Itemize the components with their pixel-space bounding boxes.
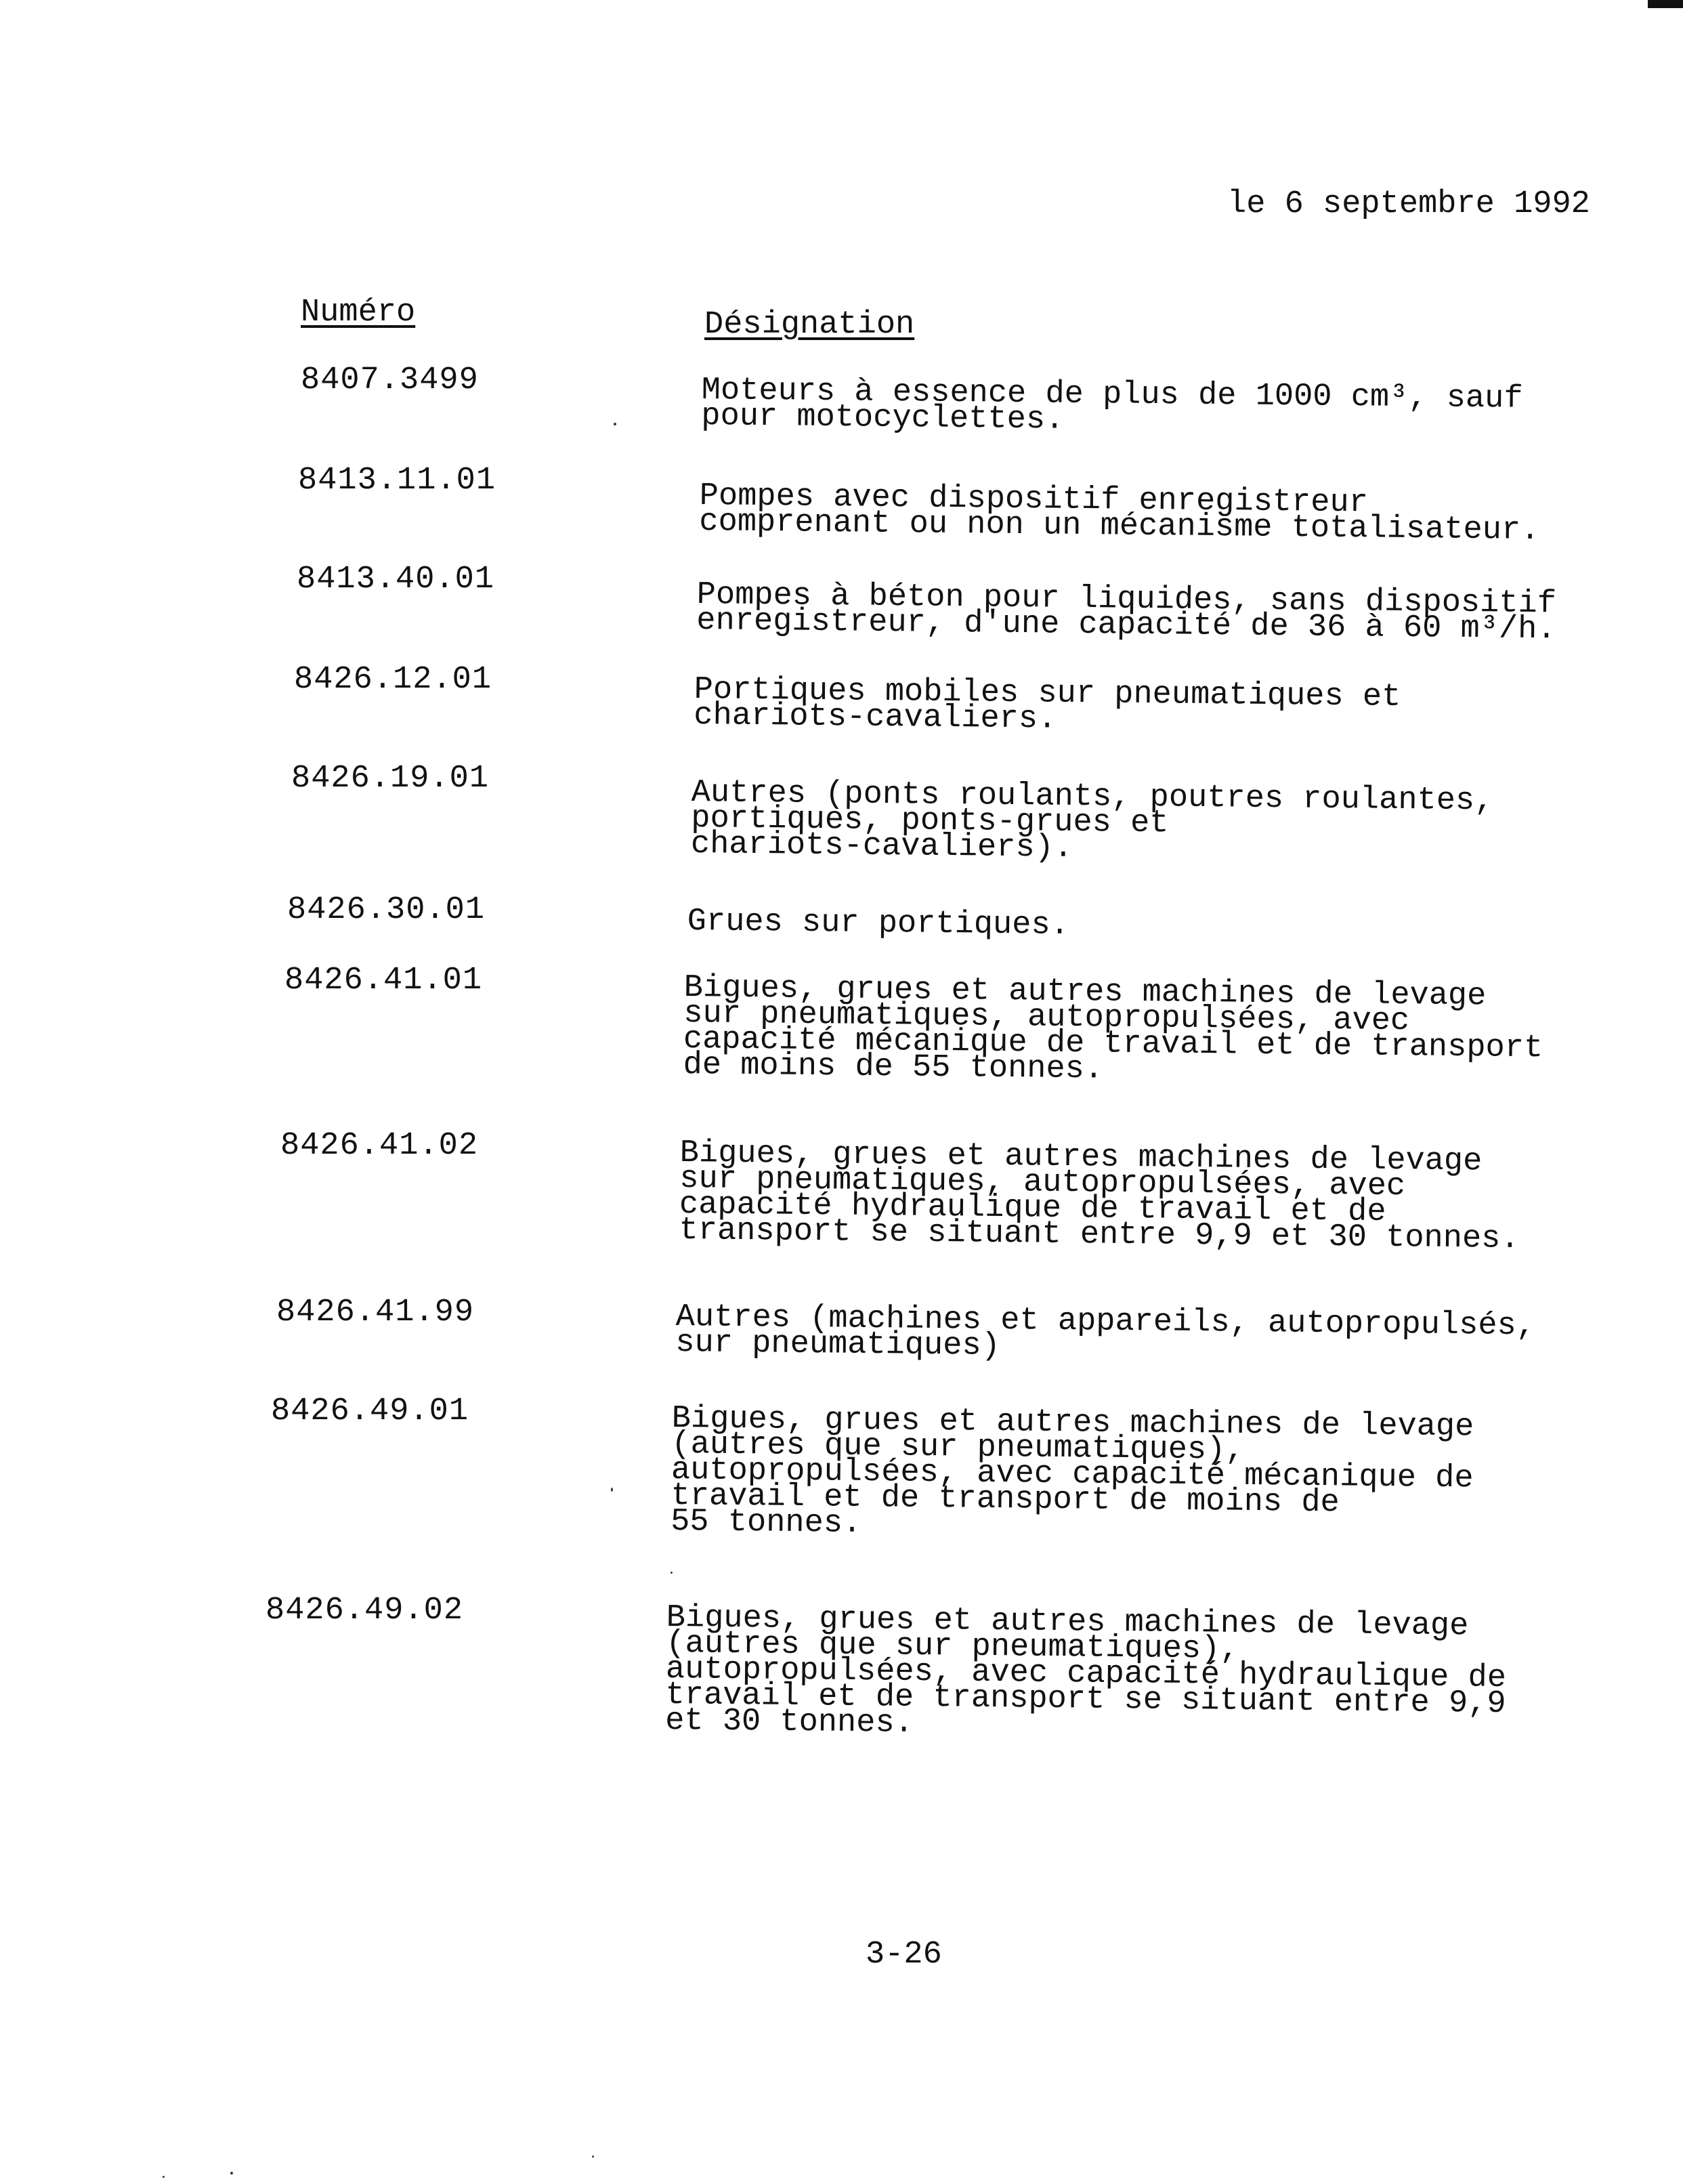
scan-corner-mark — [1648, 0, 1683, 8]
tariff-designation: Pompes à béton pour liquides, sans dispositif enregistreur, d'une capacité de 36 à 60 m³/h. — [696, 577, 1557, 648]
tariff-number: 8426.19.01 — [291, 761, 490, 797]
tariff-designation: Autres (ponts roulants, poutres roulantes, portiques, ponts-grues et chariots-cavaliers). — [690, 775, 1494, 866]
tariff-designation: Bigues, grues et autres machines de levage (autres que sur pneumatiques), autopropulsées, avec capacité mécanique de travail et de transport de moins de 55 tonnes. — [670, 1401, 1474, 1542]
tariff-number: 8413.11.01 — [298, 463, 496, 499]
tariff-number: 8413.40.01 — [297, 562, 495, 597]
tariff-number: 8426.41.01 — [284, 963, 483, 999]
page-number: 3-26 — [866, 1937, 942, 1973]
scan-speck — [230, 2172, 233, 2175]
tariff-number: 8426.49.02 — [265, 1593, 464, 1629]
tariff-designation: Bigues, grues et autres machines de levage sur pneumatiques, autopropulsées, avec capacité hydraulique de travail et de transport se situant entre 9,9 et 30 tonnes. — [679, 1135, 1520, 1257]
column-header-number: Numéro — [301, 295, 416, 331]
document-date: le 6 septembre 1992 — [1227, 186, 1590, 222]
tariff-number: 8407.3499 — [301, 362, 479, 398]
tariff-designation: Autres (machines et appareils, autopropulsés, sur pneumatiques) — [675, 1299, 1536, 1365]
tariff-number: 8426.41.02 — [280, 1128, 479, 1164]
tariff-designation: Bigues, grues et autres machines de levage (autres que sur pneumatiques), autopropulsées, avec capacité hydraulique de travail et de transport se situant entre 9,9 et 30 tonnes. — [664, 1600, 1507, 1742]
scan-speck — [614, 423, 616, 425]
scan-speck — [611, 1488, 613, 1492]
tariff-designation: Bigues, grues et autres machines de levage sur pneumatiques, autopropulsées, avec capacité mécanique de travail et de transport de moins de 55 tonnes. — [683, 970, 1543, 1088]
tariff-number: 8426.12.01 — [294, 662, 492, 698]
scan-speck — [163, 2176, 165, 2178]
scan-speck — [670, 1572, 673, 1574]
tariff-designation: Moteurs à essence de plus de 1000 cm³, sauf pour motocyclettes. — [701, 373, 1523, 438]
tariff-number: 8426.30.01 — [287, 892, 486, 928]
scan-speck — [592, 2156, 594, 2158]
column-header-designation: Désignation — [704, 307, 915, 343]
tariff-designation: Grues sur portiques. — [687, 904, 1070, 944]
tariff-designation: Portiques mobiles sur pneumatiques et chariots-cavaliers. — [694, 672, 1401, 738]
tariff-number: 8426.41.99 — [276, 1295, 475, 1330]
tariff-number: 8426.49.01 — [271, 1393, 469, 1429]
tariff-designation: Pompes avec dispositif enregistreur comprenant ou non un mécanisme totalisateur. — [699, 478, 1540, 549]
